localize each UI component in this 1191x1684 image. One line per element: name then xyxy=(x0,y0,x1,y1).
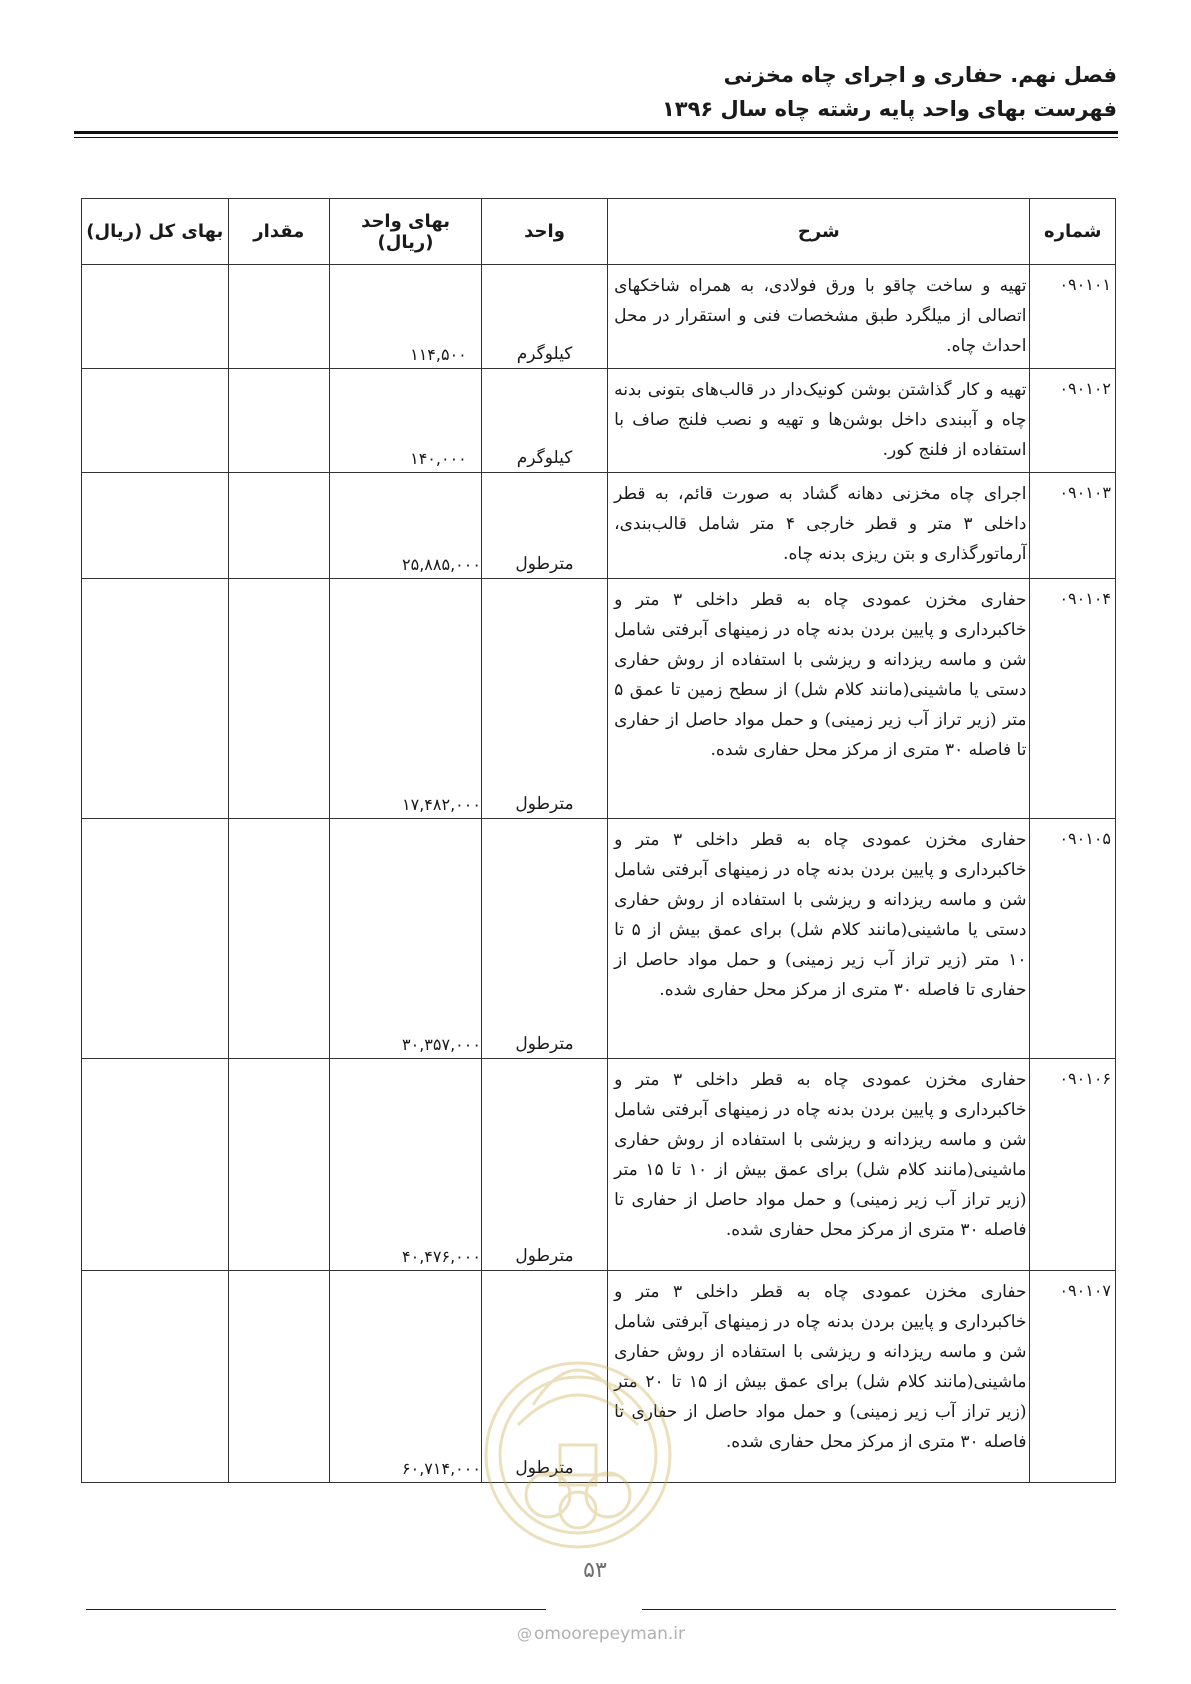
item-unit-price: ۶۰,۷۱۴,۰۰۰ xyxy=(330,1271,482,1483)
item-total-price xyxy=(82,1059,229,1271)
item-unit: مترطول xyxy=(481,1059,607,1271)
chapter-title: فصل نهم. حفاری و اجرای چاه مخزنی xyxy=(723,63,1117,87)
price-table xyxy=(81,198,1116,1483)
item-description: حفاری مخزن عمودی چاه به قطر داخلی ۳ متر و خاکبرداری و پایین بردن بدنه چاه در زمینهای آبرفتی شامل شن و ماسه ریزدانه و ریزشی با استفاده از روش حفاری دستی یا ماشینی(مانند کلام شل) از سطح زمین تا عمق ۵ متر (زیر تراز آب زیر زمینی) و حمل مواد حاصل از حفاری تا فاصله ۳۰ متری از مرکز محل حفاری شده. xyxy=(608,579,1030,819)
item-total-price xyxy=(82,579,229,819)
item-total-price xyxy=(82,473,229,579)
header-rule-thin xyxy=(74,137,1118,138)
item-unit-price: ۲۵,۸۸۵,۰۰۰ xyxy=(330,473,482,579)
item-unit-price: ۴۰,۴۷۶,۰۰۰ xyxy=(330,1059,482,1271)
table-row xyxy=(82,265,1116,369)
item-quantity xyxy=(228,265,330,369)
table-row xyxy=(82,1059,1116,1271)
item-quantity xyxy=(228,473,330,579)
page-number: ۵۳ xyxy=(583,1558,607,1583)
item-description: تهیه و کار گذاشتن بوشن کونیک‌دار در قالب‌های بتونی بدنه چاه و آببندی داخل بوشن‌ها و تهیه و نصب فلنج صاف با استفاده از فلنج کور. xyxy=(608,369,1030,473)
table-row xyxy=(82,473,1116,579)
item-quantity xyxy=(228,1271,330,1483)
column-header-number: شماره xyxy=(1030,199,1116,265)
header-rule-thick xyxy=(74,131,1118,134)
item-number: ۰۹۰۱۰۴ xyxy=(1030,579,1116,819)
item-number: ۰۹۰۱۰۷ xyxy=(1030,1271,1116,1483)
column-header-unit: واحد xyxy=(481,199,607,265)
at-sign-icon: @ xyxy=(516,1625,532,1643)
table-row xyxy=(82,579,1116,819)
item-description: حفاری مخزن عمودی چاه به قطر داخلی ۳ متر و خاکبرداری و پایین بردن بدنه چاه در زمینهای آبرفتی شامل شن و ماسه ریزدانه و ریزشی با استفاده از روش حفاری ماشینی(مانند کلام شل) برای عمق بیش از ۱۰ تا ۱۵ متر (زیر تراز آب زیر زمینی) و حمل مواد حاصل از حفاری تا فاصله ۳۰ متری از مرکز محل حفاری شده. xyxy=(608,1059,1030,1271)
item-unit-price: ۱۷,۴۸۲,۰۰۰ xyxy=(330,579,482,819)
item-quantity xyxy=(228,1059,330,1271)
footer-rule-right xyxy=(642,1609,1116,1610)
item-unit: مترطول xyxy=(481,1271,607,1483)
item-number: ۰۹۰۱۰۲ xyxy=(1030,369,1116,473)
footer-rule-left xyxy=(86,1609,546,1610)
table-header-row xyxy=(82,199,1116,265)
footer-website xyxy=(496,1624,706,1644)
item-number: ۰۹۰۱۰۳ xyxy=(1030,473,1116,579)
column-header-total-price: بهای کل (ریال) xyxy=(82,199,229,265)
item-description: تهیه و ساخت چاقو با ورق فولادی، به همراه شاخکهای اتصالی از میلگرد طبق مشخصات فنی و استقرار در محل احداث چاه. xyxy=(608,265,1030,369)
item-total-price xyxy=(82,369,229,473)
item-total-price xyxy=(82,265,229,369)
item-unit-price: ۳۰,۳۵۷,۰۰۰ xyxy=(330,819,482,1059)
item-unit-price: ۱۱۴,۵۰۰ xyxy=(330,265,482,369)
column-header-quantity: مقدار xyxy=(228,199,330,265)
item-number: ۰۹۰۱۰۵ xyxy=(1030,819,1116,1059)
item-quantity xyxy=(228,369,330,473)
table-row xyxy=(82,819,1116,1059)
item-description: حفاری مخزن عمودی چاه به قطر داخلی ۳ متر و خاکبرداری و پایین بردن بدنه چاه در زمینهای آبرفتی شامل شن و ماسه ریزدانه و ریزشی با استفاده از روش حفاری دستی یا ماشینی(مانند کلام شل) برای عمق بیش از ۵ تا ۱۰ متر (زیر تراز آب زیر زمینی) و حمل مواد حاصل از حفاری تا فاصله ۳۰ متری از مرکز محل حفاری شده. xyxy=(608,819,1030,1059)
column-header-unit-price: بهای واحد (ریال) xyxy=(330,199,482,265)
item-unit: کیلوگرم xyxy=(481,369,607,473)
item-number: ۰۹۰۱۰۶ xyxy=(1030,1059,1116,1271)
item-unit: مترطول xyxy=(481,819,607,1059)
item-unit: مترطول xyxy=(481,579,607,819)
item-unit: مترطول xyxy=(481,473,607,579)
item-unit-price: ۱۴۰,۰۰۰ xyxy=(330,369,482,473)
item-quantity xyxy=(228,819,330,1059)
item-total-price xyxy=(82,1271,229,1483)
table-row xyxy=(82,369,1116,473)
item-quantity xyxy=(228,579,330,819)
website-url: omoorepeyman.ir xyxy=(533,1624,686,1644)
price-list-title: فهرست بهای واحد پایه رشته چاه سال ۱۳۹۶ xyxy=(661,97,1117,121)
column-header-description: شرح xyxy=(608,199,1030,265)
item-number: ۰۹۰۱۰۱ xyxy=(1030,265,1116,369)
item-description: اجرای چاه مخزنی دهانه گشاد به صورت قائم، به قطر داخلی ۳ متر و قطر خارجی ۴ متر شامل قالب‌بندی، آرماتورگذاری و بتن ریزی بدنه چاه. xyxy=(608,473,1030,579)
item-total-price xyxy=(82,819,229,1059)
table-row xyxy=(82,1271,1116,1483)
item-description: حفاری مخزن عمودی چاه به قطر داخلی ۳ متر و خاکبرداری و پایین بردن بدنه چاه در زمینهای آبرفتی شامل شن و ماسه ریزدانه و ریزشی با استفاده از روش حفاری ماشینی(مانند کلام شل) برای عمق بیش از ۱۵ تا ۲۰ متر (زیر تراز آب زیر زمینی) و حمل مواد حاصل از حفاری تا فاصله ۳۰ متری از مرکز محل حفاری شده. xyxy=(608,1271,1030,1483)
page-header xyxy=(67,58,1117,126)
item-unit: کیلوگرم xyxy=(481,265,607,369)
